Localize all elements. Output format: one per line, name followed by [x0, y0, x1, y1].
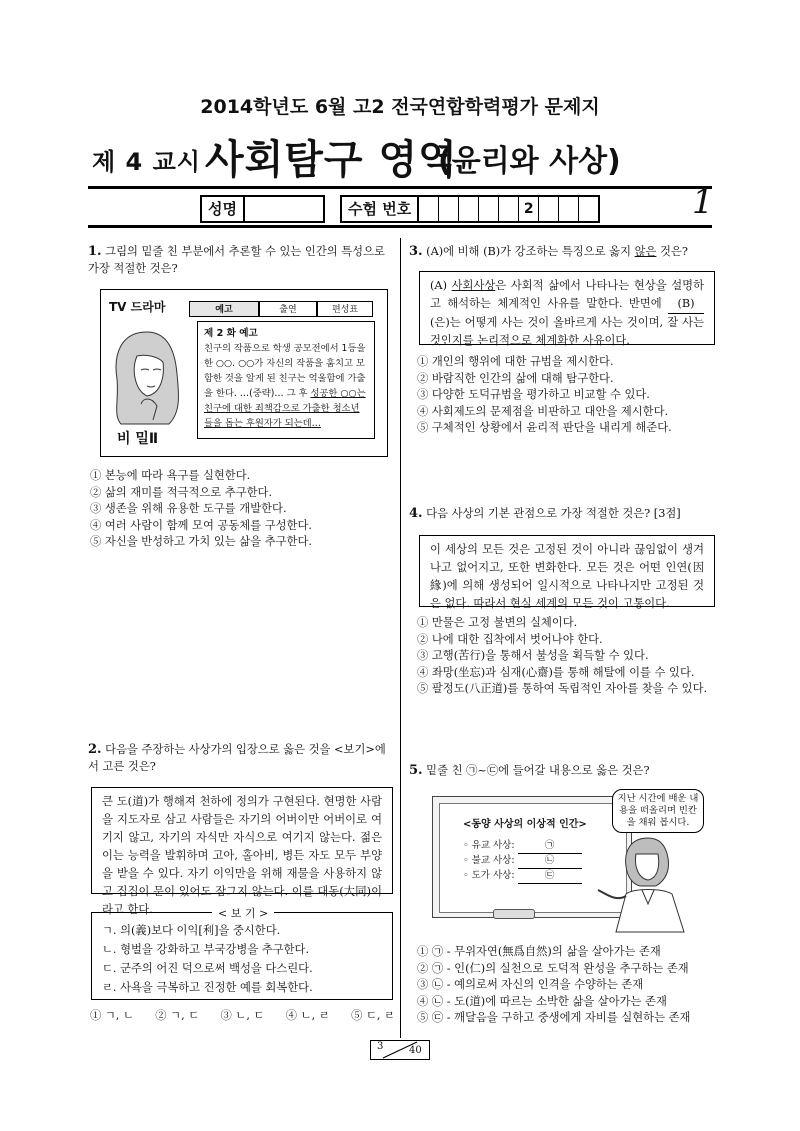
q4-passage: 이 세상의 모든 것은 고정된 것이 아니라 끊임없이 생겨나고 없어지고, 또한 변화한다. 모든 것은 어떤 인연(因緣)에 의해 생성되어 일시적으로 나타나지만 고정된 것은 없다. 따라서 현실 세계의 모든 것이 고통이다.	[430, 543, 704, 610]
name-label: 성명	[202, 197, 245, 221]
page-indicator	[370, 1040, 430, 1060]
passage-blank: (B)	[668, 295, 704, 314]
tv-title: TV 드라마	[109, 300, 166, 314]
option-3[interactable]: ③ 다양한 도덕규범을 평가하고 비교할 수 있다.	[417, 388, 650, 401]
option-2[interactable]: ② 삶의 재미를 적극적으로 추구한다.	[90, 485, 273, 499]
question-2	[88, 741, 393, 775]
header-rule-bottom	[88, 225, 712, 228]
option-2[interactable]: ② ㄱ, ㄷ	[155, 1009, 200, 1022]
name-box	[200, 195, 325, 223]
exam-number-cell[interactable]: 2	[519, 197, 539, 221]
column-divider	[400, 238, 401, 1038]
option-1[interactable]: ① ㉠ - 무위자연(無爲自然)의 삶을 살아가는 존재	[417, 945, 661, 958]
woman-illustration-icon	[107, 324, 193, 428]
question-text-emph: 않은	[634, 245, 657, 258]
teacher-illustration-icon	[596, 832, 700, 940]
option-1[interactable]: ① 만물은 고정 불변의 실체이다.	[417, 616, 578, 629]
question-text: 다음 사상의 기본 관점으로 가장 적절한 것은? [3점]	[426, 507, 681, 520]
bogi-box	[91, 912, 393, 1000]
option-2[interactable]: ② ㉠ - 인(仁)의 실천으로 도덕적 완성을 추구하는 존재	[417, 961, 689, 975]
exam-number-cell[interactable]	[499, 197, 519, 221]
option-3[interactable]: ③ ㄴ, ㄷ	[220, 1009, 265, 1022]
bogi-item-1: ㄱ. 의(義)보다 이익[利]을 중시한다.	[102, 924, 281, 937]
option-5[interactable]: ⑤ 자신을 반성하고 가치 있는 삶을 추구한다.	[90, 535, 312, 548]
exam-number-cells[interactable]	[419, 197, 598, 221]
speech-bubble: 지난 시간에 배운 내용을 떠올리며 빈칸을 채워 봅시다.	[612, 789, 704, 833]
board-row-confucian: ◦ 유교 사상: ㉠	[463, 839, 582, 854]
bogi-item-2: ㄴ. 형벌을 강화하고 부국강병을 추구한다.	[102, 943, 310, 956]
passage-a-underlined: 사회사상	[451, 279, 496, 292]
tab-cast[interactable]: 출연	[259, 301, 317, 317]
option-3[interactable]: ③ 생존을 위해 유용한 도구를 개발한다.	[90, 502, 287, 515]
page-current: 3	[377, 1041, 384, 1052]
subject-subtitle: (윤리와 사상)	[438, 144, 621, 179]
option-4[interactable]: ④ 사회제도의 문제점을 비판하고 대안을 제시한다.	[417, 404, 669, 418]
name-field[interactable]	[245, 197, 323, 221]
option-4[interactable]: ④ ㉡ - 도(道)에 따르는 소박한 삶을 살아가는 존재	[417, 994, 667, 1008]
question-text: 그림의 밑줄 친 부분에서 추론할 수 있는 인간의 특성으로 가장 적절한 것은?	[88, 245, 385, 275]
tv-drama-figure	[100, 289, 388, 457]
question-text-b: 것은?	[656, 245, 688, 258]
q2-options	[90, 1008, 395, 1025]
page-number-large: 1	[692, 182, 714, 222]
option-3[interactable]: ③ ㉡ - 예의로써 자신의 인격을 수양하는 존재	[417, 978, 644, 991]
option-1[interactable]: ① 개인의 행위에 대한 규범을 제시한다.	[417, 355, 614, 368]
exam-number-label: 수험 번호	[342, 197, 419, 221]
q3-options	[417, 354, 717, 437]
exam-number-cell[interactable]	[559, 197, 579, 221]
exam-number-cell[interactable]	[419, 197, 439, 221]
question-number: 4.	[409, 506, 423, 521]
option-3[interactable]: ③ 고행(苦行)을 통해서 불성을 획득할 수 있다.	[417, 649, 649, 662]
question-3	[409, 243, 714, 260]
option-4[interactable]: ④ 좌망(坐忘)과 심재(心齋)를 통해 해탈에 이를 수 있다.	[417, 665, 695, 679]
episode-title: 제 2 화 예고	[204, 328, 258, 339]
question-5	[409, 762, 714, 779]
page-total: 40	[409, 1045, 422, 1056]
q1-options	[90, 468, 395, 551]
bogi-item-4: ㄹ. 사욕을 극복하고 진정한 예를 회복한다.	[102, 981, 313, 994]
question-text: 밑줄 친 ㉠~㉢에 들어갈 내용으로 옳은 것은?	[426, 764, 650, 777]
board-title: <동양 사상의 이상적 인간>	[463, 819, 587, 830]
question-number: 2.	[88, 742, 102, 757]
board-row-taoist: ◦ 도가 사상: ㉢	[463, 869, 582, 884]
question-number: 5.	[409, 763, 423, 778]
exam-number-cell[interactable]	[579, 197, 598, 221]
preview-text: 친구의 작품으로 학생 공모전에서 1등을 한 ○○. ○○가 자신의 작품을 훔치고 모함한 것을 알게 된 친구는 억울함에 가출을 한다. …(중략)… 그 후	[204, 343, 366, 399]
option-2[interactable]: ② 바람직한 인간의 삶에 대해 탐구한다.	[417, 371, 614, 385]
exam-number-box	[340, 195, 600, 223]
option-1[interactable]: ① ㄱ, ㄴ	[90, 1009, 134, 1022]
passage-a: (A)	[430, 279, 452, 292]
option-1[interactable]: ① 본능에 따라 욕구를 실현한다.	[90, 469, 251, 482]
q5-options	[417, 944, 722, 1027]
bogi-item-3: ㄷ. 군주의 어진 덕으로써 백성을 다스린다.	[102, 962, 313, 975]
q4-passage-box	[419, 535, 715, 610]
bogi-title: < 보 기 >	[212, 905, 274, 921]
question-text: 다음을 주장하는 사상가의 입장으로 옳은 것을 <보기>에서 고른 것은?	[88, 743, 386, 773]
preview-panel	[197, 321, 375, 439]
board-rows	[463, 839, 582, 884]
drama-name: 비 밀Ⅱ	[117, 431, 159, 447]
option-5[interactable]: ⑤ 구체적인 상황에서 윤리적 판단을 내리게 해준다.	[417, 421, 672, 434]
exam-number-cell[interactable]	[439, 197, 459, 221]
option-5[interactable]: ⑤ ㉢ - 깨달음을 구하고 중생에게 자비를 실현하는 존재	[417, 1011, 691, 1024]
exam-title: 2014학년도 6월 고2 전국연합학력평가 문제지	[200, 96, 600, 118]
subject-title: 사회탐구 영역	[205, 137, 458, 183]
exam-number-cell[interactable]	[479, 197, 499, 221]
question-number: 3.	[409, 244, 423, 259]
q4-options	[417, 615, 717, 698]
period-label: 제 4 교시	[92, 148, 201, 176]
question-number: 1.	[88, 244, 102, 259]
q3-passage-box	[419, 271, 715, 345]
question-4	[409, 505, 714, 522]
eraser-icon	[493, 909, 535, 919]
passage-b: 은 사회적 삶에서 나타나는 현상을 설명하고 해석하는 체계적인 사유를 말한다. 반면에	[430, 279, 704, 310]
preview-underlined: 성공한 ○○는 친구에 대한 죄책감으로 가출한 청소년들을 돕는 후원자가 되는데…	[204, 388, 366, 429]
exam-number-cell[interactable]	[459, 197, 479, 221]
board-row-buddhist: ◦ 불교 사상: ㉡	[463, 854, 582, 869]
q2-passage: 큰 도(道)가 행해져 천하에 정의가 구현된다. 현명한 사람을 지도자로 삼고 사람들은 자기의 어버이만 어버이로 여기지 않고, 자기의 자식만 자식으로 여기지 않는다. 젊은이는 능력을 발휘하며 고아, 홀아비, 병든 자도 모두 부양을 받을 수 있다. 자기 이익만을 위해 재물을 사용하지 않고 집집이 문이 있어도 잠그지 않는다. 이를 대동(大同)이라고 한다.	[102, 795, 382, 916]
option-2[interactable]: ② 나에 대한 집착에서 벗어나야 한다.	[417, 632, 603, 646]
option-4[interactable]: ④ ㄴ, ㄹ	[285, 1009, 330, 1022]
tab-preview[interactable]: 예고	[189, 301, 259, 317]
option-4[interactable]: ④ 여러 사람이 함께 모여 공동체를 구성한다.	[90, 518, 312, 532]
header-rule-top	[88, 186, 712, 189]
question-1	[88, 243, 393, 277]
question-text-a: (A)에 비해 (B)가 강조하는 특징으로 옳지	[426, 245, 635, 258]
option-5[interactable]: ⑤ 팔정도(八正道)를 통하여 독립적인 자아를 찾을 수 있다.	[417, 682, 708, 695]
tab-schedule[interactable]: 편성표	[317, 301, 373, 317]
passage-c: (은)는 어떻게 사는 것이 올바르게 사는 것이며, 잘 사는 것인지를 논리적으로 체계화한 사유이다.	[430, 316, 704, 347]
exam-number-cell[interactable]	[539, 197, 559, 221]
option-5[interactable]: ⑤ ㄷ, ㄹ	[351, 1009, 395, 1022]
